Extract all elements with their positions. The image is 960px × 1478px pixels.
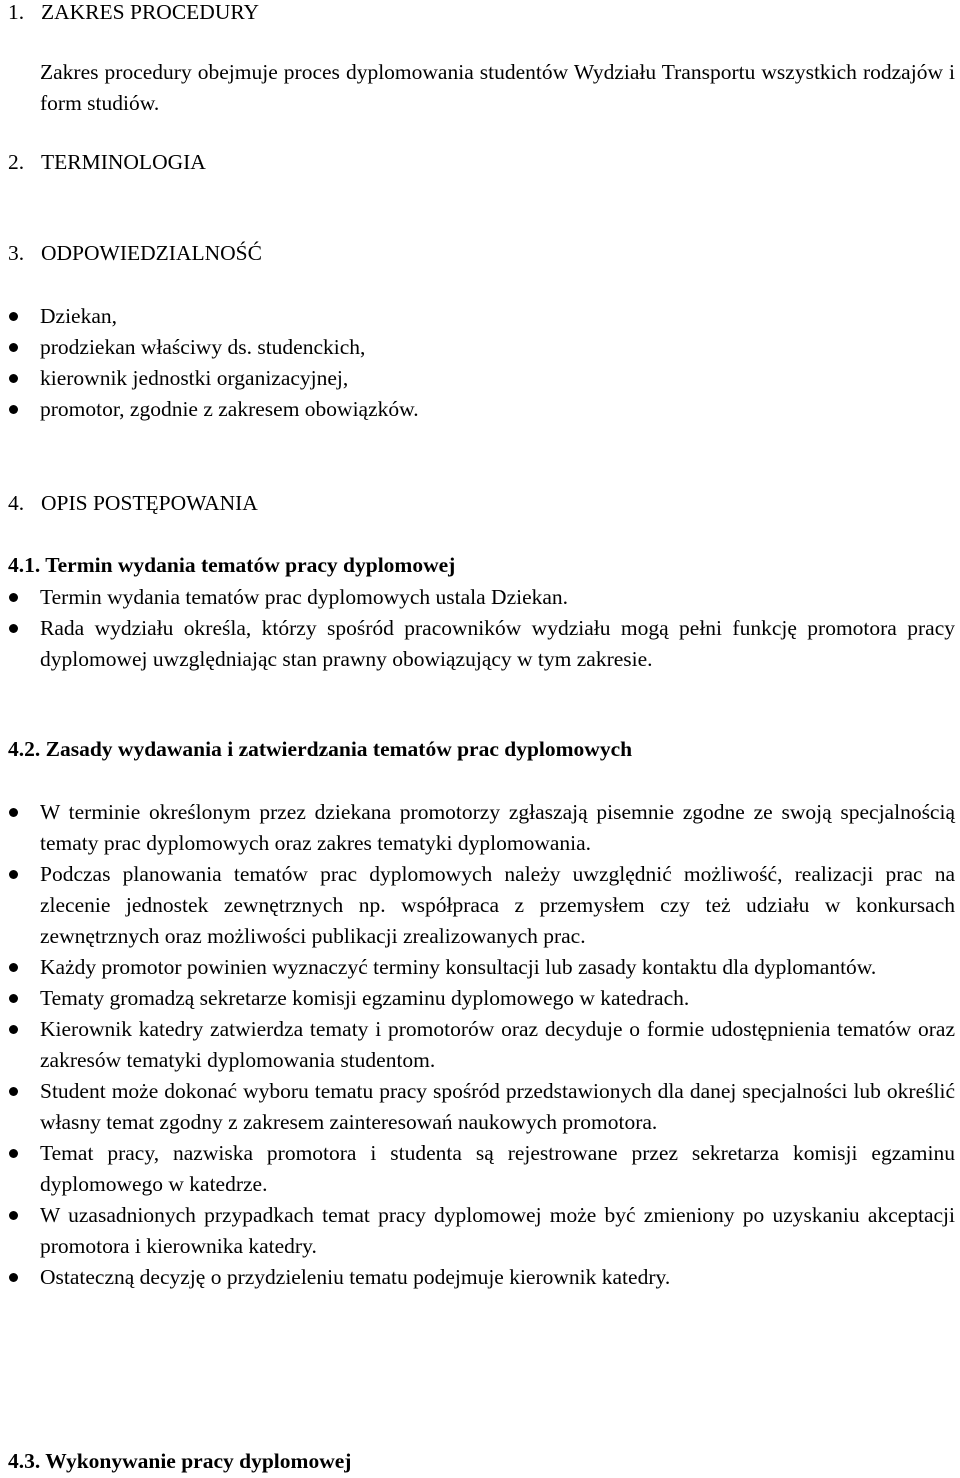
subsection-title: 4.2. Zasady wydawania i zatwierdzania tematów prac dyplomowych — [8, 737, 633, 761]
subsection-title: 4.3. Wykonywanie pracy dyplomowej — [8, 1449, 352, 1473]
section-number: 3. — [8, 241, 25, 265]
bullet-icon — [9, 1273, 18, 1282]
list-item: Termin wydania tematów prac dyplomowych ustala Dziekan. — [0, 582, 955, 613]
list-item: W terminie określonym przez dziekana promotorzy zgłaszają pisemnie zgodne ze swoją specjalnością tematy prac dyplomowych oraz zakres tematyki dyplomowania. — [0, 797, 955, 859]
bullet-icon — [9, 994, 18, 1003]
list-item: promotor, zgodnie z zakresem obowiązków. — [0, 394, 955, 425]
list-item: Student może dokonać wyboru tematu pracy spośród przedstawionych dla danej specjalności lub określić własny temat zgodny z zakresem zainteresowań naukowych promotora. — [0, 1076, 955, 1138]
list-item: W uzasadnionych przypadkach temat pracy dyplomowej może być zmieniony po uzyskaniu akceptacji promotora i kierownika katedry. — [0, 1200, 955, 1262]
section-title: OPIS POSTĘPOWANIA — [41, 491, 258, 515]
bullet-icon — [9, 963, 18, 972]
section-4-1-heading — [8, 550, 960, 581]
list-item: Podczas planowania tematów prac dyplomowych należy uwzględnić możliwość, realizacji prac na zlecenie jednostek zewnętrznych np. współpraca z przemysłem czy też udziału w konkursach zewnętrznych oraz możliwości publikacji zrealizowanych prac. — [0, 859, 955, 952]
list-item: prodziekan właściwy ds. studenckich, — [0, 332, 955, 363]
bullet-icon — [9, 808, 18, 817]
section-4-3-heading — [8, 1446, 960, 1477]
section-number: 4. — [8, 491, 25, 515]
list-item: Dziekan, — [0, 301, 955, 332]
section-title: ODPOWIEDZIALNOŚĆ — [41, 241, 262, 265]
subsection-title: 4.1. Termin wydania tematów pracy dyplomowej — [8, 553, 456, 577]
bullet-icon — [9, 593, 18, 602]
list-item: kierownik jednostki organizacyjnej, — [0, 363, 955, 394]
list-item: Temat pracy, nazwiska promotora i studenta są rejestrowane przez sekretarza komisji egzaminu dyplomowego w katedrze. — [0, 1138, 955, 1200]
bullet-icon — [9, 1149, 18, 1158]
bullet-icon — [9, 343, 18, 352]
bullet-icon — [9, 312, 18, 321]
list-item: Każdy promotor powinien wyznaczyć terminy konsultacji lub zasady kontaktu dla dyplomantów. — [0, 952, 955, 983]
section-3-heading — [8, 238, 960, 269]
section-4-heading — [8, 488, 960, 519]
list-item: Kierownik katedry zatwierdza tematy i promotorów oraz decyduje o formie udostępnienia tematów oraz zakresów tematyki dyplomowania studentom. — [0, 1014, 955, 1076]
section-4-1-list — [0, 582, 960, 675]
bullet-icon — [9, 870, 18, 879]
section-4-2-heading — [8, 734, 960, 765]
section-number: 1. — [8, 0, 25, 24]
bullet-icon — [9, 1211, 18, 1220]
section-title: TERMINOLOGIA — [41, 150, 206, 174]
bullet-icon — [9, 1025, 18, 1034]
section-number: 2. — [8, 150, 25, 174]
section-1-heading — [8, 0, 960, 28]
section-title: ZAKRES PROCEDURY — [41, 0, 260, 24]
bullet-icon — [9, 374, 18, 383]
bullet-icon — [9, 405, 18, 414]
bullet-icon — [9, 624, 18, 633]
section-4-2-list — [0, 797, 960, 1293]
list-item: Rada wydziału określa, którzy spośród pracowników wydziału mogą pełni funkcję promotora pracy dyplomowej uwzględniając stan prawny obowiązujący w tym zakresie. — [0, 613, 955, 675]
section-2-heading — [8, 147, 960, 178]
responsibility-list — [0, 301, 960, 425]
list-item: Tematy gromadzą sekretarze komisji egzaminu dyplomowego w katedrach. — [0, 983, 955, 1014]
bullet-icon — [9, 1087, 18, 1096]
section-1-paragraph: Zakres procedury obejmuje proces dyplomowania studentów Wydziału Transportu wszystkich rodzajów i form studiów. — [40, 60, 955, 115]
list-item: Ostateczną decyzję o przydzieleniu tematu podejmuje kierownik katedry. — [0, 1262, 955, 1293]
